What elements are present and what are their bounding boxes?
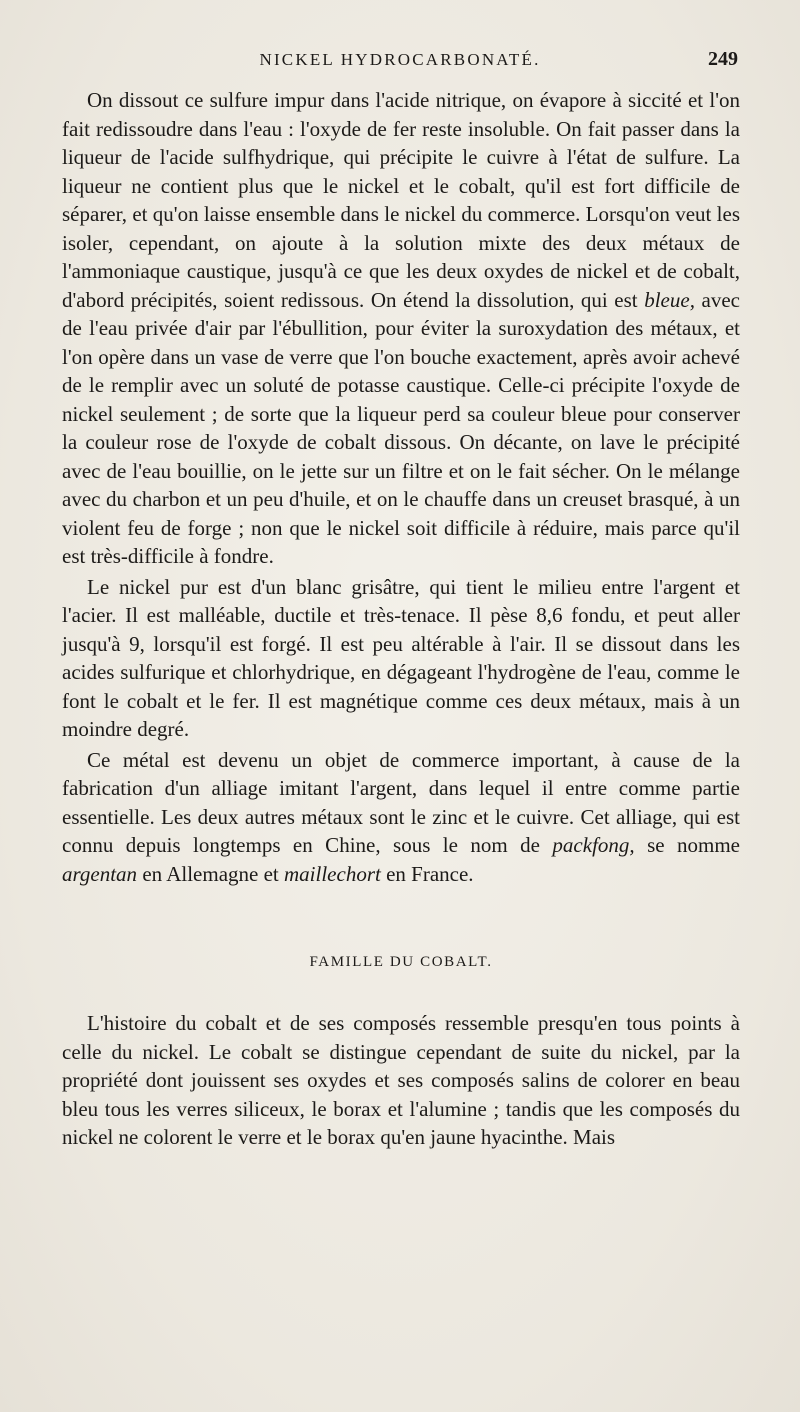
text-segment: On dissout ce sulfure impur dans l'acide nitrique, on évapore à siccité et l'on fait redissoudre dans l'eau : l'oxyde de fer reste insoluble. On fait passer dans la liqueur de l'acide sulfhydrique, qui précipite le cuivre à l'état de sulfure. La liqueur ne contient plus que le nickel et le cobalt, qu'il est fort difficile de séparer, et qu'on laisse ensemble dans le nickel du commerce. Lorsqu'on veut les isoler, cependant, on ajoute à la solution mixte des deux métaux de l'ammoniaque caustique, jusqu'à ce que les deux oxydes de nickel et de cobalt, d'abord précipités, soient redissous. On étend la dissolution, qui est <box>62 88 740 312</box>
text-segment: L'histoire du cobalt et de ses composés ressemble presqu'en tous points à celle du nickel. Le cobalt se distingue cependant de suite du nickel, par la propriété dont jouissent ses oxydes et ses composés salins de colorer en beau bleu tous les verres siliceux, le borax et l'alumine ; tandis que les composés du nickel ne colorent le verre et le borax qu'en jaune hyacinthe. Mais <box>62 1011 740 1149</box>
text-segment: en France. <box>380 861 474 886</box>
text-segment: Ce métal est devenu un objet de commerce important, à cause de la fabrication d'un alliage imitant l'argent, dans lequel il entre comme partie essentielle. Les deux autres métaux sont le zinc et le cuivre. Cet alliage, qui est connu depuis longtemps en Chine, sous le nom de <box>62 747 740 857</box>
page-number: 249 <box>708 48 738 70</box>
body-text <box>62 86 740 1152</box>
text-segment: se nomme <box>634 833 741 857</box>
paragraph-cobalt-history <box>62 1009 740 1152</box>
running-title: NICKEL HYDROCARBONATÉ. <box>259 50 541 69</box>
paragraph-nickel-alloy <box>62 746 740 889</box>
paragraph-nickel-properties <box>62 573 740 744</box>
paragraph-nickel-separation <box>62 86 740 571</box>
section-heading: FAMILLE DU COBALT. <box>309 954 493 970</box>
italic-term-packfong: packfong, <box>552 833 635 857</box>
italic-term-maillechort: maillechort <box>284 861 381 886</box>
italic-term-bleue: bleue, <box>644 287 695 312</box>
text-segment: en Allemagne et <box>137 861 285 886</box>
text-segment: avec de l'eau privée d'air par l'ébullition, pour éviter la suroxydation des métaux, et l'on opère dans un vase de verre que l'on bouche exactement, après avoir achevé de le remplir avec un soluté de potasse caustique. Celle-ci précipite l'oxyde de nickel seulement ; de sorte que la liqueur perd sa couleur bleue pour conserver la couleur rose de l'oxyde de cobalt dissous. On décante, on lave le précipité avec de l'eau bouillie, on le jette sur un filtre et on le fait sécher. On le mélange avec du charbon et un peu d'huile, et on le chauffe dans un creuset brasqué, à un violent feu de forge ; non que le nickel soit difficile à réduire, mais parce qu'il est très-difficile à fondre. <box>62 287 740 568</box>
italic-term-argentan: argentan <box>62 861 138 886</box>
running-header <box>62 48 738 74</box>
text-segment: Le nickel pur est d'un blanc grisâtre, qui tient le milieu entre l'argent et l'acier. Il est malléable, ductile et très-tenace. Il pèse 8,6 fondu, et peut aller jusqu'à 9, lorsqu'il est forgé. Il est peu altérable à l'air. Il se dissout dans les acides sulfurique et chlorhydrique, en dégageant l'hydrogène de l'eau, comme le font le cobalt et le fer. Il est magnétique comme ces deux métaux, mais à un moindre degré. <box>62 574 740 741</box>
